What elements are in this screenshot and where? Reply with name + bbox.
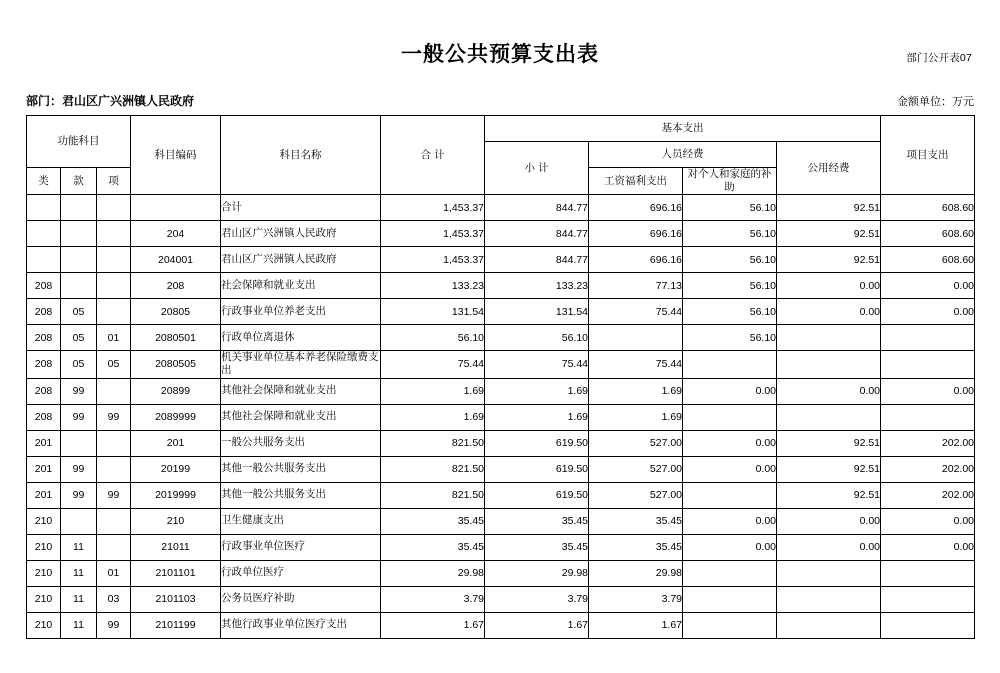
cell-xiang: 05 xyxy=(97,351,131,378)
cell-kuan: 11 xyxy=(61,586,97,612)
cell-lei: 208 xyxy=(27,378,61,404)
cell-subject-name: 社会保障和就业支出 xyxy=(221,273,381,299)
cell-project-expenditure: 0.00 xyxy=(881,508,975,534)
cell-project-expenditure: 0.00 xyxy=(881,378,975,404)
cell-lei: 210 xyxy=(27,508,61,534)
cell-total: 29.98 xyxy=(381,560,485,586)
cell-salary-welfare: 1.69 xyxy=(589,378,683,404)
cell-kuan: 05 xyxy=(61,299,97,325)
table-row xyxy=(27,325,975,351)
cell-lei xyxy=(27,247,61,273)
header-subtotal: 小 计 xyxy=(485,142,589,195)
header-public-funds: 公用经费 xyxy=(777,142,881,195)
cell-subject-code: 2101199 xyxy=(131,612,221,638)
cell-kuan: 11 xyxy=(61,534,97,560)
table-row xyxy=(27,612,975,638)
cell-kuan: 99 xyxy=(61,378,97,404)
cell-subject-name: 行政事业单位养老支出 xyxy=(221,299,381,325)
table-row xyxy=(27,351,975,378)
cell-personal-family-subsidy xyxy=(683,586,777,612)
cell-xiang xyxy=(97,378,131,404)
cell-kuan xyxy=(61,221,97,247)
cell-subject-code: 204 xyxy=(131,221,221,247)
cell-xiang: 99 xyxy=(97,404,131,430)
header-project-expenditure: 项目支出 xyxy=(881,116,975,195)
header-lei: 类 xyxy=(27,168,61,195)
cell-subject-code: 20199 xyxy=(131,456,221,482)
cell-subject-code: 2080505 xyxy=(131,351,221,378)
cell-xiang xyxy=(97,273,131,299)
cell-subtotal: 75.44 xyxy=(485,351,589,378)
document-meta xyxy=(26,92,974,109)
cell-kuan: 05 xyxy=(61,351,97,378)
cell-subject-name: 合计 xyxy=(221,195,381,221)
cell-personal-family-subsidy: 0.00 xyxy=(683,534,777,560)
cell-public-funds: 92.51 xyxy=(777,221,881,247)
cell-lei: 208 xyxy=(27,404,61,430)
cell-personal-family-subsidy: 56.10 xyxy=(683,195,777,221)
cell-subtotal: 3.79 xyxy=(485,586,589,612)
cell-kuan: 99 xyxy=(61,456,97,482)
cell-lei: 208 xyxy=(27,325,61,351)
page-title: 一般公共预算支出表 xyxy=(401,43,599,66)
cell-salary-welfare: 35.45 xyxy=(589,508,683,534)
table-row xyxy=(27,247,975,273)
cell-subject-code: 2101103 xyxy=(131,586,221,612)
cell-salary-welfare: 29.98 xyxy=(589,560,683,586)
cell-subject-name: 行政事业单位医疗 xyxy=(221,534,381,560)
table-row xyxy=(27,404,975,430)
cell-salary-welfare: 35.45 xyxy=(589,534,683,560)
cell-project-expenditure: 608.60 xyxy=(881,247,975,273)
cell-lei: 201 xyxy=(27,456,61,482)
table-row xyxy=(27,299,975,325)
table-row xyxy=(27,508,975,534)
cell-subject-code: 201 xyxy=(131,430,221,456)
cell-kuan: 05 xyxy=(61,325,97,351)
cell-total: 1,453.37 xyxy=(381,247,485,273)
document-page xyxy=(0,38,1000,673)
amount-unit-label: 金额单位：万元 xyxy=(897,96,974,108)
cell-lei: 210 xyxy=(27,560,61,586)
cell-personal-family-subsidy: 0.00 xyxy=(683,508,777,534)
table-row xyxy=(27,456,975,482)
cell-public-funds: 92.51 xyxy=(777,456,881,482)
cell-salary-welfare: 75.44 xyxy=(589,299,683,325)
cell-lei: 208 xyxy=(27,273,61,299)
cell-total: 1.69 xyxy=(381,404,485,430)
cell-subject-name: 其他一般公共服务支出 xyxy=(221,456,381,482)
header-basic-expenditure: 基本支出 xyxy=(485,116,881,142)
cell-public-funds: 0.00 xyxy=(777,534,881,560)
cell-salary-welfare: 1.67 xyxy=(589,612,683,638)
header-personnel-funds: 人员经费 xyxy=(589,142,777,168)
cell-subtotal: 619.50 xyxy=(485,456,589,482)
header-personal-family-subsidy: 对个人和家庭的补助 xyxy=(683,168,777,195)
cell-total: 35.45 xyxy=(381,534,485,560)
cell-personal-family-subsidy xyxy=(683,612,777,638)
cell-personal-family-subsidy xyxy=(683,482,777,508)
cell-subject-code: 2019999 xyxy=(131,482,221,508)
cell-personal-family-subsidy xyxy=(683,351,777,378)
cell-total: 1.69 xyxy=(381,378,485,404)
cell-salary-welfare: 527.00 xyxy=(589,456,683,482)
cell-kuan: 11 xyxy=(61,560,97,586)
cell-subject-name: 其他社会保障和就业支出 xyxy=(221,378,381,404)
cell-subject-name: 一般公共服务支出 xyxy=(221,430,381,456)
cell-total: 35.45 xyxy=(381,508,485,534)
cell-salary-welfare: 77.13 xyxy=(589,273,683,299)
cell-public-funds: 92.51 xyxy=(777,430,881,456)
cell-total: 1.67 xyxy=(381,612,485,638)
cell-lei: 210 xyxy=(27,534,61,560)
table-row xyxy=(27,273,975,299)
cell-subject-name: 公务员医疗补助 xyxy=(221,586,381,612)
cell-salary-welfare: 527.00 xyxy=(589,430,683,456)
cell-subtotal: 1.69 xyxy=(485,404,589,430)
table-row xyxy=(27,586,975,612)
cell-project-expenditure: 608.60 xyxy=(881,221,975,247)
table-row xyxy=(27,430,975,456)
cell-kuan: 11 xyxy=(61,612,97,638)
header-function-subject: 功能科目 xyxy=(27,116,131,168)
cell-salary-welfare: 696.16 xyxy=(589,221,683,247)
cell-subtotal: 131.54 xyxy=(485,299,589,325)
cell-subtotal: 56.10 xyxy=(485,325,589,351)
cell-subject-name: 行政单位离退休 xyxy=(221,325,381,351)
cell-project-expenditure xyxy=(881,586,975,612)
cell-personal-family-subsidy: 56.10 xyxy=(683,325,777,351)
cell-subject-code: 208 xyxy=(131,273,221,299)
cell-public-funds: 92.51 xyxy=(777,482,881,508)
cell-subject-name: 其他一般公共服务支出 xyxy=(221,482,381,508)
cell-subject-code: 20805 xyxy=(131,299,221,325)
cell-total: 821.50 xyxy=(381,456,485,482)
cell-salary-welfare: 75.44 xyxy=(589,351,683,378)
cell-total: 821.50 xyxy=(381,430,485,456)
cell-subtotal: 133.23 xyxy=(485,273,589,299)
cell-xiang: 01 xyxy=(97,560,131,586)
cell-public-funds: 0.00 xyxy=(777,273,881,299)
cell-project-expenditure: 608.60 xyxy=(881,195,975,221)
cell-kuan xyxy=(61,247,97,273)
budget-table xyxy=(26,115,975,639)
cell-total: 821.50 xyxy=(381,482,485,508)
header-salary-welfare: 工资福利支出 xyxy=(589,168,683,195)
cell-xiang xyxy=(97,299,131,325)
cell-personal-family-subsidy xyxy=(683,560,777,586)
cell-project-expenditure: 0.00 xyxy=(881,299,975,325)
header-subject-code: 科目编码 xyxy=(131,116,221,195)
cell-salary-welfare: 527.00 xyxy=(589,482,683,508)
header-subject-name: 科目名称 xyxy=(221,116,381,195)
table-row xyxy=(27,534,975,560)
cell-xiang xyxy=(97,508,131,534)
cell-project-expenditure xyxy=(881,612,975,638)
cell-personal-family-subsidy: 56.10 xyxy=(683,221,777,247)
table-row xyxy=(27,482,975,508)
cell-subtotal: 619.50 xyxy=(485,430,589,456)
header-total: 合 计 xyxy=(381,116,485,195)
cell-salary-welfare: 696.16 xyxy=(589,247,683,273)
cell-public-funds xyxy=(777,560,881,586)
cell-subject-name: 君山区广兴洲镇人民政府 xyxy=(221,247,381,273)
cell-xiang: 03 xyxy=(97,586,131,612)
cell-total: 131.54 xyxy=(381,299,485,325)
cell-public-funds: 0.00 xyxy=(777,299,881,325)
cell-public-funds xyxy=(777,586,881,612)
cell-subject-name: 卫生健康支出 xyxy=(221,508,381,534)
cell-subtotal: 1.69 xyxy=(485,378,589,404)
cell-subject-code: 2080501 xyxy=(131,325,221,351)
cell-total: 1,453.37 xyxy=(381,195,485,221)
cell-lei: 201 xyxy=(27,482,61,508)
cell-subtotal: 35.45 xyxy=(485,508,589,534)
cell-project-expenditure: 0.00 xyxy=(881,534,975,560)
cell-salary-welfare: 696.16 xyxy=(589,195,683,221)
cell-subject-code xyxy=(131,195,221,221)
table-row xyxy=(27,195,975,221)
cell-lei: 201 xyxy=(27,430,61,456)
cell-subject-code: 21011 xyxy=(131,534,221,560)
table-row xyxy=(27,378,975,404)
cell-total: 75.44 xyxy=(381,351,485,378)
cell-personal-family-subsidy: 0.00 xyxy=(683,378,777,404)
cell-xiang xyxy=(97,430,131,456)
cell-subtotal: 844.77 xyxy=(485,221,589,247)
cell-project-expenditure xyxy=(881,351,975,378)
cell-lei: 208 xyxy=(27,351,61,378)
cell-subject-name: 其他行政事业单位医疗支出 xyxy=(221,612,381,638)
cell-xiang xyxy=(97,534,131,560)
cell-salary-welfare: 3.79 xyxy=(589,586,683,612)
cell-project-expenditure: 202.00 xyxy=(881,456,975,482)
cell-lei xyxy=(27,195,61,221)
cell-public-funds: 0.00 xyxy=(777,378,881,404)
cell-project-expenditure: 202.00 xyxy=(881,430,975,456)
cell-kuan xyxy=(61,195,97,221)
cell-subject-name: 机关事业单位基本养老保险缴费支出 xyxy=(221,351,379,377)
cell-kuan: 99 xyxy=(61,404,97,430)
cell-subject-name: 其他社会保障和就业支出 xyxy=(221,404,381,430)
cell-personal-family-subsidy: 0.00 xyxy=(683,456,777,482)
cell-public-funds xyxy=(777,612,881,638)
cell-personal-family-subsidy: 0.00 xyxy=(683,430,777,456)
cell-public-funds xyxy=(777,325,881,351)
table-body xyxy=(27,195,975,638)
cell-kuan xyxy=(61,508,97,534)
cell-xiang: 99 xyxy=(97,612,131,638)
cell-subtotal: 35.45 xyxy=(485,534,589,560)
cell-total: 3.79 xyxy=(381,586,485,612)
cell-subject-code: 210 xyxy=(131,508,221,534)
cell-project-expenditure: 202.00 xyxy=(881,482,975,508)
cell-lei: 210 xyxy=(27,586,61,612)
cell-personal-family-subsidy: 56.10 xyxy=(683,273,777,299)
cell-total: 56.10 xyxy=(381,325,485,351)
cell-total: 133.23 xyxy=(381,273,485,299)
cell-project-expenditure: 0.00 xyxy=(881,273,975,299)
cell-total: 1,453.37 xyxy=(381,221,485,247)
cell-subtotal: 619.50 xyxy=(485,482,589,508)
cell-project-expenditure xyxy=(881,325,975,351)
cell-kuan xyxy=(61,430,97,456)
cell-personal-family-subsidy: 56.10 xyxy=(683,299,777,325)
cell-public-funds: 0.00 xyxy=(777,508,881,534)
cell-project-expenditure xyxy=(881,560,975,586)
cell-xiang xyxy=(97,247,131,273)
cell-subject-code: 204001 xyxy=(131,247,221,273)
cell-subject-code: 20899 xyxy=(131,378,221,404)
form-code: 部门公开表07 xyxy=(906,52,972,64)
department-label: 部门：君山区广兴洲镇人民政府 xyxy=(26,94,195,108)
cell-salary-welfare: 1.69 xyxy=(589,404,683,430)
table-row xyxy=(27,221,975,247)
cell-subtotal: 844.77 xyxy=(485,247,589,273)
cell-lei: 208 xyxy=(27,299,61,325)
cell-public-funds: 92.51 xyxy=(777,247,881,273)
cell-project-expenditure xyxy=(881,404,975,430)
cell-lei xyxy=(27,221,61,247)
cell-personal-family-subsidy: 56.10 xyxy=(683,247,777,273)
cell-salary-welfare xyxy=(589,325,683,351)
cell-subtotal: 29.98 xyxy=(485,560,589,586)
cell-public-funds xyxy=(777,351,881,378)
cell-xiang: 99 xyxy=(97,482,131,508)
cell-lei: 210 xyxy=(27,612,61,638)
cell-subtotal: 844.77 xyxy=(485,195,589,221)
cell-personal-family-subsidy xyxy=(683,404,777,430)
cell-subtotal: 1.67 xyxy=(485,612,589,638)
cell-subject-name: 行政单位医疗 xyxy=(221,560,381,586)
cell-kuan xyxy=(61,273,97,299)
cell-xiang: 01 xyxy=(97,325,131,351)
table-header xyxy=(27,116,975,195)
cell-subject-code: 2101101 xyxy=(131,560,221,586)
cell-xiang xyxy=(97,456,131,482)
cell-subject-code: 2089999 xyxy=(131,404,221,430)
cell-subject-name: 君山区广兴洲镇人民政府 xyxy=(221,221,381,247)
table-row xyxy=(27,560,975,586)
cell-kuan: 99 xyxy=(61,482,97,508)
cell-xiang xyxy=(97,221,131,247)
cell-public-funds xyxy=(777,404,881,430)
cell-public-funds: 92.51 xyxy=(777,195,881,221)
header-kuan: 款 xyxy=(61,168,97,195)
header-xiang: 项 xyxy=(97,168,131,195)
cell-xiang xyxy=(97,195,131,221)
